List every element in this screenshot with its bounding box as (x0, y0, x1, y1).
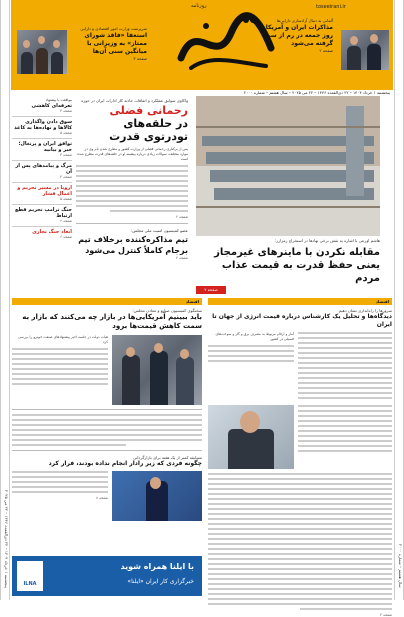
sidebar-page: صفحه ۶ (60, 235, 72, 239)
bl-text-block (12, 335, 108, 405)
bl-headline[interactable]: باید ببینیم آمریکایی‌ها در بازار چه می‌کنند که بازار به سمت کاهش قیمت‌ها برود (22, 313, 202, 330)
br-content-row-2 (208, 405, 392, 469)
body-text-lines (208, 345, 294, 362)
sidebar-page: صفحه ۵ (60, 131, 72, 135)
fugitive-photo (112, 471, 202, 521)
main-photo-crypto-miners (196, 96, 380, 236)
sidebar-kicker: موافقت با پیشنهاد (45, 98, 72, 102)
br-text: آمار و ارقام مربوط به مصرف برق و گاز و سوخت‌های فسیلی در کشور (215, 332, 294, 341)
left-story-headline[interactable]: استعفا «فاقد شورای ممتاز» به وزیرانی با میانگین سنی آن‌ها (84, 32, 147, 55)
sidebar-page: صفحه ۵ (60, 197, 72, 201)
divider (12, 160, 72, 161)
lead-story-page: صفحه ۲ (176, 215, 188, 219)
divider (12, 204, 72, 205)
right-story-kicker: آلمانی به دنبال آزادسازی دارایی‌ها (276, 18, 333, 23)
right-story-page: صفحه ۲ (319, 48, 333, 53)
lead-story-headline[interactable] (76, 104, 188, 143)
ilna-advert[interactable] (12, 556, 202, 596)
date-bar: پنجشنبه ۱ خرداد ۱۴۰۴ – ۲۲ ذی‌القعده ۱۴۴۶ – ۲۲ می ۲۰۲۵ – سال هشتم – شماره ۲۰۰۰ (12, 90, 392, 96)
bottom-right-column (208, 308, 392, 617)
sidebar-headline[interactable]: اروپا در مسیر تحریم و اعمال فشار (17, 185, 72, 197)
sidebar-page: صفحه ۳ (60, 153, 72, 157)
left-sidebar (12, 98, 72, 258)
bl-content-row-2 (12, 471, 202, 521)
expert-portrait (208, 405, 294, 469)
masthead-left-story[interactable] (69, 26, 147, 61)
body-text-lines (12, 471, 108, 493)
body-text-lines (298, 405, 392, 452)
br-content-row (208, 332, 392, 402)
ilna-logo: ILNA (17, 561, 43, 591)
bl-headline-2[interactable]: چگونه فردی که زیر رادار انجام نداده بودند، فرار کرد (48, 460, 202, 467)
divider (12, 450, 202, 451)
bl-content-row (12, 335, 202, 405)
body-text-lines (208, 473, 392, 610)
officials-photo (112, 335, 202, 405)
sidebar-page: صفحه ۳ (60, 109, 72, 113)
body-text-lines (76, 165, 188, 212)
lead-headline-red[interactable]: رحمانی فضلی (109, 104, 188, 117)
sidebar-headline[interactable]: سوق دادن واگذاری کالاها و نهاده‌ها به کاغذ (14, 119, 72, 131)
bl-kicker: سخنگوی کمیسیون صنایع و معادن مجلس: (132, 308, 202, 313)
lead-story-body: پس از برکناری رحمانی فضلی از وزارت کشور و مطرح شدن نام وی در موارد مختلف، سوالات زیادی درباره پیشینه او در حلقه‌های قدرت مطرح شده است (77, 147, 188, 161)
body-text-lines (12, 348, 108, 385)
second-story-page: صفحه ۲ (176, 256, 188, 260)
sidebar-page: صفحه ۶ (60, 219, 72, 223)
negotiators-image (341, 30, 389, 70)
bl-kicker-2: مسابقه کمتر از یک هفته برای بازارگردانی (132, 455, 202, 460)
lead-story-kicker: واکاوی سوابق عملکرد و اتفاقات حادثه کار ادارات ایران در حوزه (81, 98, 188, 103)
divider (12, 182, 72, 183)
logo-subtitle: روزنامه (191, 3, 207, 9)
main-page-badge: صفحه ۷ (196, 286, 226, 294)
masthead (11, 0, 393, 90)
sidebar-headline[interactable]: تعرفه‌ای کاهشی (31, 103, 72, 109)
right-story-headline[interactable]: مذاکرات ایران و آمریکا روز جمعه در رم از سر گرفته می‌شود (265, 24, 333, 47)
second-story-kicker: عضو کمیسیون امنیت ملی مجلس: (130, 228, 188, 233)
left-story-kicker: سرپرست وزارت امور اقتصادی و دارایی (80, 26, 147, 31)
sidebar-item[interactable] (12, 98, 72, 113)
bottom-left-column (12, 308, 202, 521)
body-text-lines (298, 332, 392, 399)
sidebar-item[interactable] (12, 229, 72, 239)
br-text-left (298, 332, 392, 402)
right-strip-text: سال هشتم – شماره ۲۰۰۰ (398, 544, 403, 588)
br-page: صفحه ۴ (380, 613, 392, 617)
sidebar-headline[interactable]: ابعاد جنگ تجاری (32, 229, 72, 235)
main-headline[interactable]: مقابله نکردن با ماینرهای غیرمجاز یعنی حفظ قدرت به قیمت عذاب مردم (214, 247, 380, 284)
divider (12, 226, 72, 227)
sidebar-item[interactable] (12, 207, 72, 223)
sidebar-headline[interactable]: مرگ و پیامدهای پس از آن (15, 163, 72, 175)
section-band-left: اقتصاد (12, 298, 202, 305)
sidebar-item[interactable] (12, 141, 72, 157)
sidebar-item[interactable] (12, 163, 72, 179)
br-text-right (208, 332, 294, 402)
ministers-image (17, 30, 67, 74)
lead-headline-black[interactable]: در حلقه‌های تودرتوی قدرت (109, 117, 188, 143)
sidebar-item[interactable] (12, 185, 72, 201)
br-kicker: سرورها را راه‌اندازی نشان دهیم (338, 308, 392, 313)
divider (76, 223, 188, 224)
divider (12, 116, 72, 117)
left-date-strip (0, 0, 10, 600)
br-headline[interactable]: دیدگاه‌ها و تحلیل یک کارشناس درباره قیمت انرژی از جهان تا ایران (212, 313, 392, 328)
bl-page: صفحه ۸ (96, 496, 108, 500)
br-text-block (298, 405, 392, 469)
left-story-page: صفحه ۳ (133, 56, 147, 61)
masthead-right-story[interactable] (263, 18, 333, 53)
body-text-lines (12, 414, 202, 446)
sidebar-headline[interactable]: جنگ ترامپ تحریم قطع ارتباط (14, 207, 72, 219)
sidebar-page: صفحه ۴ (60, 175, 72, 179)
right-date-strip (394, 0, 404, 600)
divider (12, 409, 202, 410)
sidebar-headline[interactable]: توافق ایران و پرتغال؛ خبر و بیانیه (18, 141, 72, 153)
site-url[interactable]: toseeirani.ir (316, 4, 346, 10)
main-photo-caption: هاشم اورعی با اشاره به نقش برخی نهادها در استخراج رمزارز: (274, 238, 380, 243)
section-band-right: اقتصاد (208, 298, 392, 305)
center-column (76, 98, 188, 298)
bl-text-block-2 (12, 471, 108, 521)
sidebar-item[interactable] (12, 119, 72, 135)
ad-line-2: خبرگزاری کار ایران «ایلنا» (127, 578, 194, 585)
ad-line-1: با ایلنا همراه شوید (120, 562, 194, 571)
second-story-headline[interactable]: تیم مذاکره‌کننده برخلاف تیم برجام کاملاً کنترل می‌شود (78, 235, 188, 255)
bl-text: هیات دولت در جلسه اخیر پیشنهادهای صنعت خودرو را بررسی کرد (18, 335, 108, 344)
left-strip-text: پنجشنبه ۱ خرداد ۱۴۰۴ – ۲۲ ذی‌القعده ۱۴۴۶ – ۲۲ می ۲۰۲۵ (4, 490, 9, 588)
divider (12, 138, 72, 139)
